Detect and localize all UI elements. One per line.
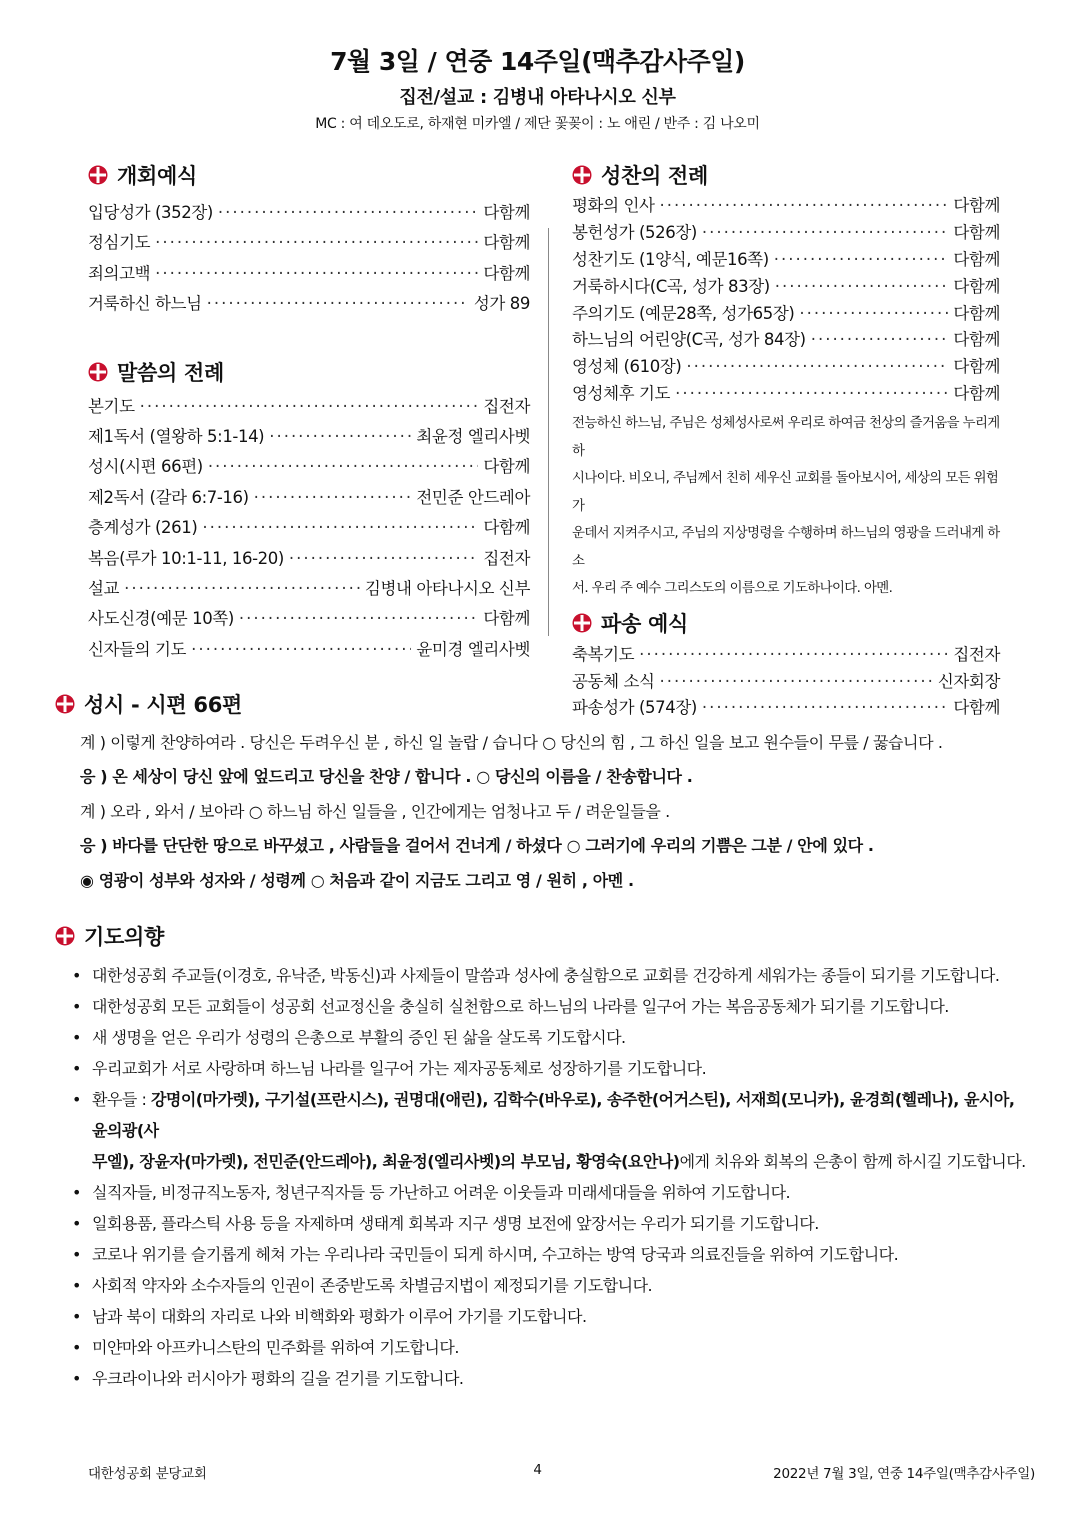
leader-dots (775, 274, 949, 301)
intention-text: 우크라이나와 러시아가 평화의 길을 걷기를 기도합니다. (92, 1369, 464, 1388)
order-label: 영성체후 기도 (572, 384, 671, 404)
order-label: 성찬기도 (1양식, 예문16쪽) (572, 249, 769, 269)
order-value: 집전자 (483, 548, 530, 568)
order-label: 설교 (88, 578, 120, 598)
order-value: 다함께 (953, 384, 1000, 404)
order-row (572, 301, 1000, 328)
order-row (88, 198, 530, 228)
order-row (88, 635, 530, 665)
order-row (88, 422, 530, 452)
sick-prefix: 환우들 : (92, 1090, 151, 1109)
cross-icon (55, 926, 75, 946)
order-value: 다함께 (953, 249, 1000, 269)
intentions-list (55, 960, 1030, 1394)
prayer-line: 운데서 지켜주시고, 주님의 지상명령을 수행하며 하느님의 영광을 드러내게 하소 (572, 526, 1000, 569)
intention-item (55, 960, 1030, 991)
order-label: 제2독서 (갈라 6:7-16) (88, 487, 249, 507)
cross-icon (88, 165, 108, 185)
intention-item (55, 1177, 1030, 1208)
order-row (572, 220, 1000, 247)
intentions-section (55, 920, 1030, 1394)
word-section-heading (88, 357, 530, 387)
psalm-section-heading (55, 688, 1015, 720)
leader-dots (702, 220, 948, 247)
intentions-section-heading (55, 920, 1030, 952)
intention-text: 사회적 약자와 소수자들의 인권이 존중받도록 차별금지법이 제정되기를 기도합니다. (92, 1276, 653, 1295)
page-title: 7월 3일 / 연중 14주일(맥추감사주일) (330, 47, 745, 76)
mc-line: MC : 여 데오도로, 하재현 미카엘 / 제단 꽃꽂이 : 노 애린 / 반주 : 김 나오미 (315, 116, 760, 132)
psalm-line-response: 응 ) 온 세상이 당신 앞에 엎드리고 당신을 찬양 / 합니다 . ○ 당신의 이름을 / 찬송합니다 . (80, 767, 693, 787)
order-value: 김병내 아타나시오 신부 (364, 578, 530, 598)
order-value: 집전자 (483, 396, 530, 416)
leader-dots (269, 422, 411, 452)
order-label: 축복기도 (572, 644, 635, 664)
order-label: 신자들의 기도 (88, 639, 187, 659)
leader-dots (155, 228, 478, 258)
order-label: 파송성가 (574장) (572, 698, 697, 718)
intentions-heading: 기도의향 (84, 925, 164, 949)
opening-section-heading (88, 160, 530, 190)
leader-dots (207, 289, 469, 319)
cross-icon (88, 362, 108, 382)
psalm-line-leader: 계 ) 이렇게 찬양하여라 . 당신은 두려우신 분 , 하신 일 놀랍 / 습니다 ○ 당신의 힘 , 그 하신 일을 보고 원수들이 무릎 / 꿇습니다 . (80, 733, 943, 752)
intention-item (55, 991, 1030, 1022)
footer-church-name: 대한성공회 분당교회 (88, 1466, 207, 1482)
column-divider (548, 228, 549, 636)
psalm-heading: 성시 - 시편 66편 (84, 693, 243, 717)
order-row (572, 193, 1000, 220)
order-label: 층계성가 (261) (88, 518, 198, 538)
order-label: 복음(루가 10:1-11, 16-20) (88, 548, 284, 568)
eucharist-section-heading (572, 160, 1000, 190)
intention-text: 코로나 위기를 슬기롭게 헤쳐 가는 우리나라 국민들이 되게 하시며, 수고하는 방역 당국과 의료진들을 위하여 기도합니다. (92, 1245, 899, 1264)
order-value: 다함께 (953, 222, 1000, 242)
leader-dots (239, 604, 478, 634)
intention-text: 대한성공회 주교들(이경호, 유낙준, 박동신)과 사제들이 말씀과 성사에 충실함으로 교회를 건강하게 세워가는 종들이 되기를 기도합니다. (92, 966, 1000, 985)
order-value: 집전자 (953, 644, 1000, 664)
order-label: 제1독서 (열왕하 5:1-14) (88, 426, 265, 446)
bullet: • (72, 1276, 81, 1295)
leader-dots (811, 327, 949, 354)
order-label: 하느님의 어린양(C곡, 성가 84장) (572, 330, 806, 350)
order-label: 평화의 인사 (572, 196, 655, 215)
sick-suffix: 에게 치유와 회복의 은총이 함께 하시길 기도합니다. (679, 1152, 1026, 1171)
opening-heading: 개회예식 (117, 164, 197, 188)
leader-dots (254, 483, 412, 513)
intention-item (55, 1270, 1030, 1301)
intention-item (55, 1332, 1030, 1363)
intention-item (55, 1022, 1030, 1053)
order-value: 다함께 (483, 457, 530, 477)
word-heading: 말씀의 전례 (117, 360, 224, 385)
leader-dots (202, 513, 478, 543)
bullet: • (72, 1307, 81, 1326)
leader-dots (155, 259, 478, 289)
order-row (88, 513, 530, 543)
intention-text: 미얀마와 아프카니스탄의 민주화를 위하여 기도합니다. (92, 1338, 459, 1357)
prayer-line: 서. 우리 주 예수 그리스도의 이름으로 기도하나이다. 아멘. (572, 581, 893, 597)
order-row (572, 247, 1000, 274)
intention-text (92, 1084, 1030, 1177)
prayer-line: 전능하신 하느님, 주님은 성체성사로써 우리로 하여금 천상의 즐거움을 누리게 하 (572, 416, 1000, 459)
bullet: • (72, 1214, 81, 1233)
leader-dots (124, 574, 360, 604)
leader-dots (774, 247, 949, 274)
order-label: 정심기도 (88, 233, 151, 253)
order-label: 사도신경(예문 10쪽) (88, 609, 234, 629)
order-row (572, 327, 1000, 354)
order-value: 다함께 (483, 263, 530, 283)
leader-dots (289, 544, 478, 574)
opening-list (88, 198, 530, 320)
leader-dots (686, 354, 948, 381)
leader-dots (208, 452, 479, 482)
order-row (88, 483, 530, 513)
order-value: 다함께 (483, 233, 530, 253)
dismissal-heading: 파송 예식 (601, 611, 688, 636)
leader-dots (799, 301, 948, 328)
sick-names: 강명이(마가렛), 구기설(프란시스), 권명대(애린), 김학수(바우로), 송주한(어거스틴), 서재희(모니카), 윤경희(헬레나), 윤시아, 윤의광(사 (92, 1090, 1015, 1140)
order-label: 주의기도 (예문28쪽, 성가65장) (572, 303, 795, 323)
order-label: 성시(시편 66편) (88, 457, 203, 477)
left-column (88, 160, 530, 665)
bullet: • (72, 1338, 81, 1357)
order-row (88, 289, 530, 319)
psalm-line-leader: 계 ) 오라 , 와서 / 보아라 ○ 하느님 하신 일들을 , 인간에게는 엄청나고 두 / 려운일들을 . (80, 801, 670, 821)
intention-item (55, 1208, 1030, 1239)
intention-item (55, 1053, 1030, 1084)
order-row (88, 544, 530, 574)
cross-icon (55, 694, 75, 714)
order-row (88, 604, 530, 634)
prayer-line: 시나이다. 비오니, 주님께서 친히 세우신 교회를 돌아보시어, 세상의 모든 위험 가 (572, 471, 999, 514)
leader-dots (639, 642, 948, 669)
sick-names: 무엘), 장윤자(마가렛), 전민준(안드레아), 최윤정(엘리사벳)의 부모님, 황영숙(요안나) (92, 1152, 680, 1171)
order-value: 최윤정 엘리사벳 (416, 426, 530, 446)
bullet: • (72, 1090, 81, 1109)
order-value: 다함께 (953, 330, 1000, 350)
order-value: 신자회장 (937, 671, 1000, 691)
word-list (88, 392, 530, 666)
order-row (572, 354, 1000, 381)
order-value: 다함께 (953, 276, 1000, 296)
intention-item (55, 1301, 1030, 1332)
order-value: 다함께 (953, 357, 1000, 377)
leader-dots (140, 392, 479, 422)
order-row (572, 274, 1000, 301)
post-communion-prayer (572, 410, 1000, 603)
order-row (572, 381, 1000, 408)
order-label: 거룩하신 하느님 (88, 294, 202, 314)
order-value: 다함께 (483, 518, 530, 538)
intention-text: 우리교회가 서로 사랑하며 하느님 나라를 일구어 가는 제자공동체로 성장하기를 기도합니다. (92, 1059, 707, 1078)
intention-text: 새 생명을 얻은 우리가 성령의 은총으로 부활의 증인 된 삶을 살도록 기도합시다. (92, 1028, 626, 1047)
psalm-lines (80, 726, 1015, 898)
order-value: 다함께 (953, 303, 1000, 323)
order-row (88, 452, 530, 482)
order-label: 거룩하시다(C곡, 성가 83장) (572, 276, 770, 296)
order-label: 공동체 소식 (572, 671, 655, 691)
leader-dots (191, 635, 411, 665)
psalm-line-gloria: ◉ 영광이 성부와 성자와 / 성령께 ○ 처음과 같이 지금도 그리고 영 / 원히 , 아멘 . (80, 870, 634, 890)
order-row (88, 392, 530, 422)
order-value: 성가 89 (473, 294, 530, 314)
order-value: 다함께 (953, 196, 1000, 215)
footer-date: 2022년 7월 3일, 연중 14주일(맥추감사주일) (773, 1466, 1035, 1482)
order-value: 다함께 (953, 698, 1000, 718)
order-label: 봉헌성가 (526장) (572, 222, 697, 242)
officiant-line: 집전/설교 : 김병내 아타나시오 신부 (399, 87, 676, 108)
leader-dots (218, 198, 478, 228)
order-label: 영성체 (610장) (572, 357, 682, 377)
leader-dots (660, 193, 949, 220)
order-row (572, 642, 1000, 669)
cross-icon (572, 613, 592, 633)
intention-text: 실직자들, 비정규직노동자, 청년구직자들 등 가난하고 어려운 이웃들과 미래세대들을 위하여 기도합니다. (92, 1183, 791, 1202)
order-row (88, 228, 530, 258)
bullet: • (72, 1028, 81, 1047)
order-value: 다함께 (483, 203, 530, 222)
eucharist-heading: 성찬의 전례 (601, 164, 708, 188)
order-row (88, 574, 530, 604)
cross-icon (572, 165, 592, 185)
eucharist-list (572, 193, 1000, 408)
intention-item (55, 1363, 1030, 1394)
right-column (572, 160, 1000, 722)
leader-dots (675, 381, 948, 408)
intention-item-sick (55, 1084, 1030, 1177)
footer-page-number: 4 (533, 1462, 542, 1478)
order-label: 죄의고백 (88, 263, 151, 283)
bullet: • (72, 997, 81, 1016)
order-label: 본기도 (88, 396, 135, 416)
intention-text: 대한성공회 모든 교회들이 성공회 선교정신을 충실히 실천함으로 하느님의 나라를 일구어 가는 복음공동체가 되기를 기도합니다. (92, 997, 949, 1016)
intention-text: 일회용품, 플라스틱 사용 등을 자제하며 생태계 회복과 지구 생명 보전에 앞장서는 우리가 되기를 기도합니다. (92, 1214, 819, 1233)
bullet: • (72, 1369, 81, 1388)
order-value: 다함께 (483, 609, 530, 629)
bullet: • (72, 1183, 81, 1202)
order-value: 전민준 안드레아 (416, 487, 530, 507)
dismissal-section-heading (572, 608, 1000, 638)
intention-item (55, 1239, 1030, 1270)
bullet: • (72, 1245, 81, 1264)
psalm-line-response: 응 ) 바다를 단단한 땅으로 바꾸셨고 , 사람들을 걸어서 건너게 / 하셨다 ○ 그러기에 우리의 기쁨은 그분 / 안에 있다 . (80, 836, 874, 856)
bullet: • (72, 966, 81, 985)
bullet: • (72, 1059, 81, 1078)
order-value: 윤미경 엘리사벳 (416, 639, 530, 659)
intention-text: 남과 북이 대화의 자리로 나와 비핵화와 평화가 이루어 가기를 기도합니다. (92, 1307, 587, 1326)
order-row (88, 259, 530, 289)
psalm-section (55, 688, 1015, 898)
order-label: 입당성가 (352장) (88, 203, 213, 222)
